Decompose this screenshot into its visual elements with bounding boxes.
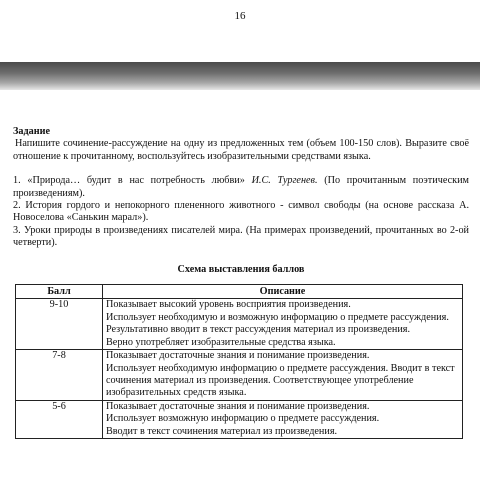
page-number: 16 [234, 10, 246, 22]
description-cell [103, 350, 463, 401]
description-line: Верно употребляет изобразительные средства языка. [106, 336, 336, 348]
score-cell: 7-8 [16, 350, 103, 401]
table-row [16, 400, 463, 438]
description-line: Показывает достаточные знания и понимание произведения. [106, 350, 370, 362]
theme-author: И.С. Тургенев. [251, 175, 318, 187]
description-line: Использует возможную информацию о предмете рассуждения. [106, 413, 380, 425]
theme-text-suffix: (По прочитанным поэтическим произведениям). [13, 175, 469, 199]
description-line: Показывает высокий уровень восприятия произведения. [106, 299, 351, 311]
table-row [16, 299, 463, 350]
document-body [13, 126, 469, 439]
description-line: Использует необходимую информацию о предмете рассуждения. Вводит в текст сочинения материал из произведения. Соответствующее употребление изобразительных средств языка. [106, 362, 455, 399]
score-cell: 5-6 [16, 400, 103, 438]
score-cell: 9-10 [16, 299, 103, 350]
theme-item [13, 175, 469, 200]
task-text: Напишите сочинение-рассуждение на одну из предложенных тем (объем 100-150 слов). Выразите своё отношение к прочитанному, воспользуйтесь изобразительными средствами языка. [13, 138, 469, 162]
theme-item: 2. История гордого и непокорного плененного животного - символ свободы (на основе рассказа А. Новоселова «Санькин марал»). [13, 200, 469, 224]
theme-item: 3. Уроки природы в произведениях писателей мира. (На примерах произведений, прочитанных во 2-ой четверти). [13, 224, 469, 249]
theme-text: 1. «Природа… будит в нас потребность любви» [13, 175, 252, 187]
task-title: Задание [13, 126, 50, 137]
page-separator [0, 62, 480, 90]
description-line: Вводит в текст сочинения материал из произведения. [106, 425, 338, 437]
score-table [15, 284, 463, 439]
table-title: Схема выставления баллов [177, 263, 305, 275]
description-cell [103, 299, 463, 350]
description-line: Показывает достаточные знания и понимание произведения. [106, 400, 370, 412]
description-line: Использует необходимую и возможную информацию о предмете рассуждения. [106, 311, 449, 323]
themes-list [13, 175, 469, 249]
previous-page-bottom [0, 0, 480, 62]
header-description: Описание [103, 285, 463, 299]
description-line: Результативно вводит в текст рассуждения материал из произведения. [106, 324, 411, 336]
description-cell [103, 400, 463, 438]
table-row [16, 350, 463, 401]
header-score: Балл [16, 285, 103, 299]
table-header-row [16, 285, 463, 299]
